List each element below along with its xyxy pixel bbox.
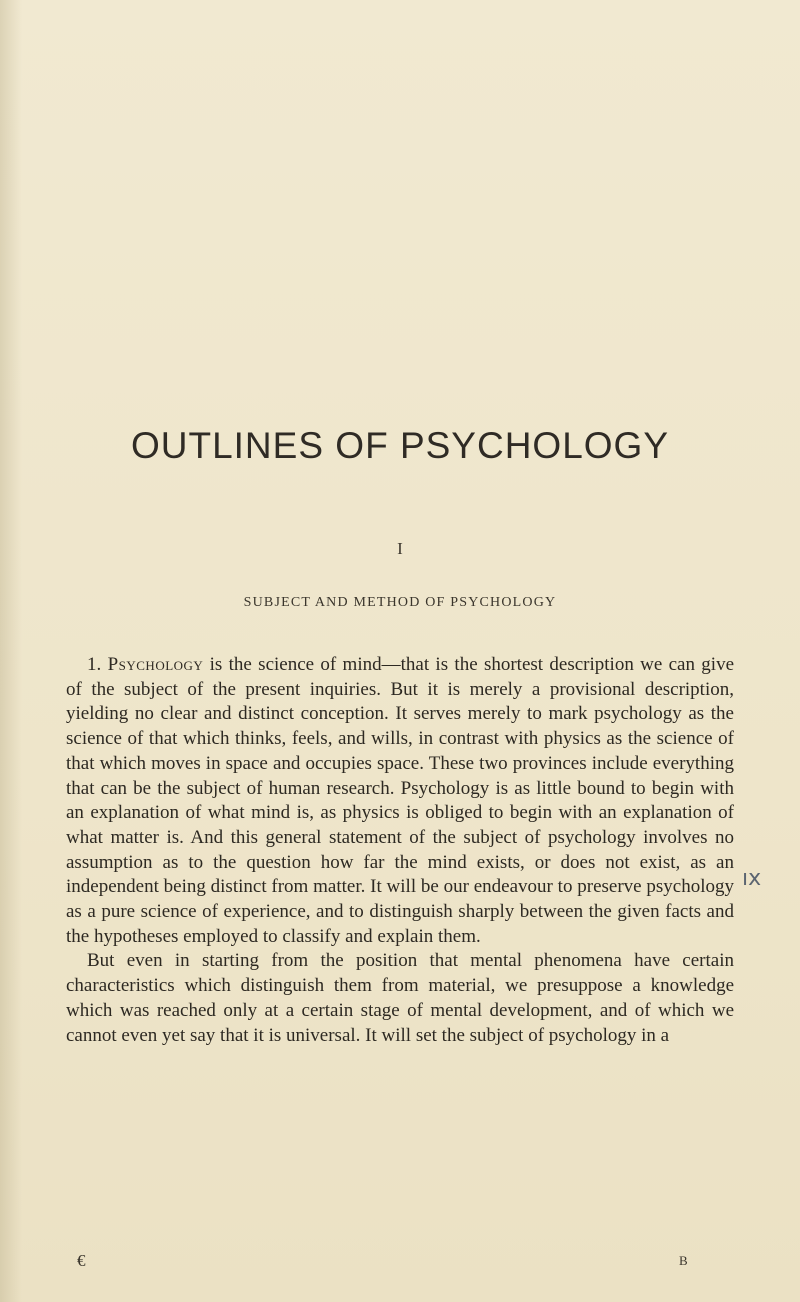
margin-annotation: ıx <box>742 866 762 891</box>
paragraph-1 <box>66 653 734 949</box>
chapter-number: I <box>397 539 403 558</box>
body-text <box>66 653 734 1048</box>
signature-letter: B <box>679 1253 688 1268</box>
lead-word: Psychology <box>107 654 204 675</box>
paragraph-2: But even in starting from the position that mental phenomena have certain characteristics which distinguish them from material, we presuppose a knowledge which was reached only at a certain stage of mental development, and of which we cannot even yet say that it is universal. It will set the subject of psychology in a <box>66 950 734 1046</box>
signature-mark: € <box>77 1251 86 1270</box>
section-number: 1. <box>87 654 102 675</box>
chapter-title: SUBJECT AND METHOD OF PSYCHOLOGY <box>243 595 557 610</box>
paragraph-1-text: is the science of mind—that is the shortest description we can give of the subject of the present inquiries. But it is merely a provisional description, yielding no clear and distinct conception. It serves merely to mark psychology as the science of that which thinks, feels, and wills, in contrast with physics as the science of that which moves in space and occupies space. These two provinces include everything that can be the subject of human research. Psychology is as little bound to begin with an explanation of what mind is, as physics is obliged to begin with an explanation of what matter is. And this general statement of the subject of psychology involves no assumption as to the question how far the mind exists, or does not exist, as an independent being distinct from matter. It will be our endeavour to preserve psychology as a pure science of experience, and to distinguish sharply between the given facts and the hypotheses employed to classify and explain them. <box>66 654 735 947</box>
book-title: OUTLINES OF PSYCHOLOGY <box>130 425 670 466</box>
